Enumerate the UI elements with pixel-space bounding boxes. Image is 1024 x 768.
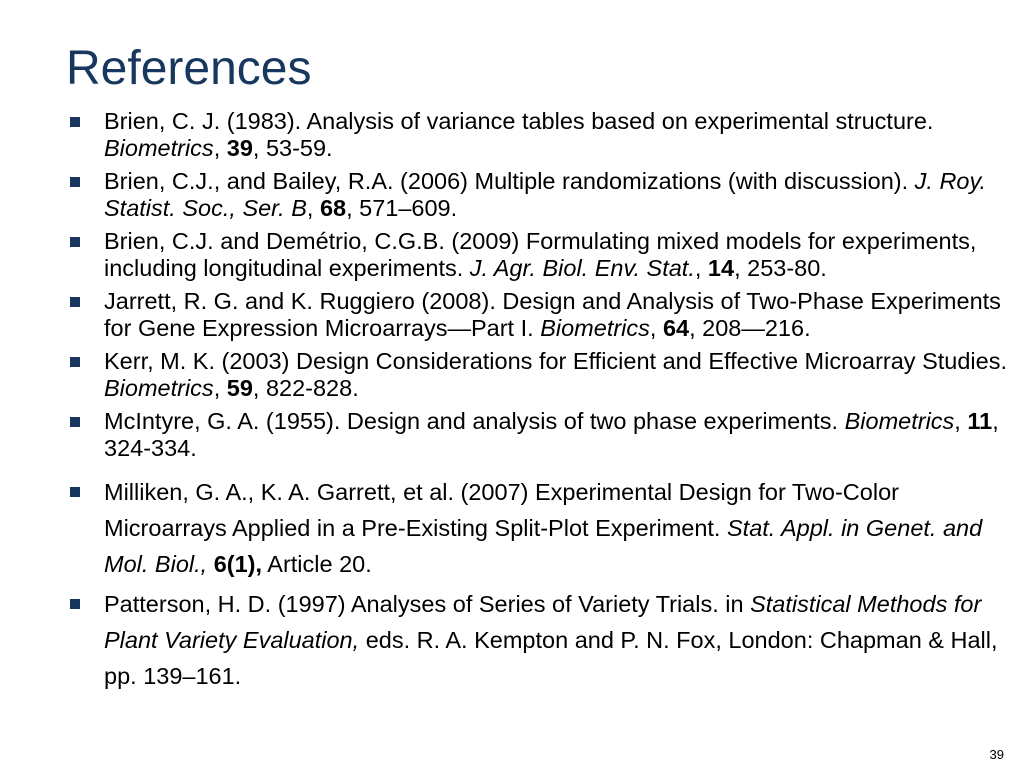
reference-text: Brien, C. J. (1983). Analysis of variance tables based on experimental structure. [104,108,934,134]
reference-pages: , 53-59. [252,135,333,161]
reference-pages: Article 20. [262,551,372,577]
reference-item [66,408,1021,462]
reference-journal: J. Agr. Biol. Env. Stat. [469,255,695,281]
reference-volume: 39 [226,135,253,161]
reference-volume: 6(1), [213,551,263,577]
reference-separator: , [213,135,227,161]
square-bullet-icon [70,237,80,247]
reference-text: Kerr, M. K. (2003) Design Considerations for Efficient and Effective Microarray Studies. [104,348,1007,374]
slide-title: References [66,42,312,95]
reference-journal: Biometrics [104,375,214,401]
reference-volume: 64 [662,315,690,341]
reference-item [66,288,1021,342]
reference-pages: , 324-334. [104,408,999,461]
square-bullet-icon [70,297,80,307]
reference-volume: 59 [226,375,253,401]
square-bullet-icon [70,599,80,609]
reference-separator: , [306,195,320,221]
square-bullet-icon [70,487,80,497]
reference-journal: Biometrics [844,408,955,434]
reference-item [66,168,1021,222]
reference-item [66,474,1021,582]
square-bullet-icon [70,417,80,427]
square-bullet-icon [70,117,80,127]
reference-pages: , 822-828. [252,375,359,401]
reference-text: Jarrett, R. G. and K. Ruggiero (2008). Design and Analysis of Two-Phase Experiments for Gene Expression Microarrays—Part I. [104,288,1001,341]
reference-journal: Stat. Appl. in Genet. and Mol. Biol., [104,515,983,577]
reference-journal: Biometrics [540,315,650,341]
reference-journal: Statistical Methods for Plant Variety Evaluation, [104,591,982,653]
reference-journal: Biometrics [104,135,214,161]
reference-pages: , 571–609. [346,195,458,221]
page-number: 39 [989,747,1004,762]
reference-item [66,348,1021,402]
reference-text: Patterson, H. D. (1997) Analyses of Series of Variety Trials. in [104,591,751,617]
reference-text: Brien, C.J., and Bailey, R.A. (2006) Multiple randomizations (with discussion). [104,168,915,194]
reference-item [66,586,1021,694]
reference-separator: , [694,255,708,281]
reference-separator: , [954,408,968,434]
square-bullet-icon [70,357,80,367]
reference-volume: 68 [319,195,347,221]
reference-volume: 14 [707,255,735,281]
reference-separator: , [649,315,663,341]
reference-item [66,228,1021,282]
reference-pages: , 253-80. [734,255,827,281]
reference-pages: , 208—216. [689,315,811,341]
reference-journal: J. Roy. Statist. Soc., Ser. B [104,168,987,221]
reference-separator: , [213,375,227,401]
square-bullet-icon [70,177,80,187]
reference-text: Brien, C.J. and Demétrio, C.G.B. (2009) Formulating mixed models for experiments, including longitudinal experiments. [104,228,977,281]
reference-pages: eds. R. A. Kempton and P. N. Fox, London: Chapman & Hall, pp. 139–161. [104,627,998,689]
reference-item [66,108,1021,162]
reference-text: McIntyre, G. A. (1955). Design and analysis of two phase experiments. [104,408,845,434]
reference-list [66,108,1021,698]
reference-volume: 11 [967,408,993,434]
reference-text: Milliken, G. A., K. A. Garrett, et al. (2007) Experimental Design for Two-Color Microarrays Applied in a Pre-Existing Split-Plot Experiment. [104,479,899,541]
